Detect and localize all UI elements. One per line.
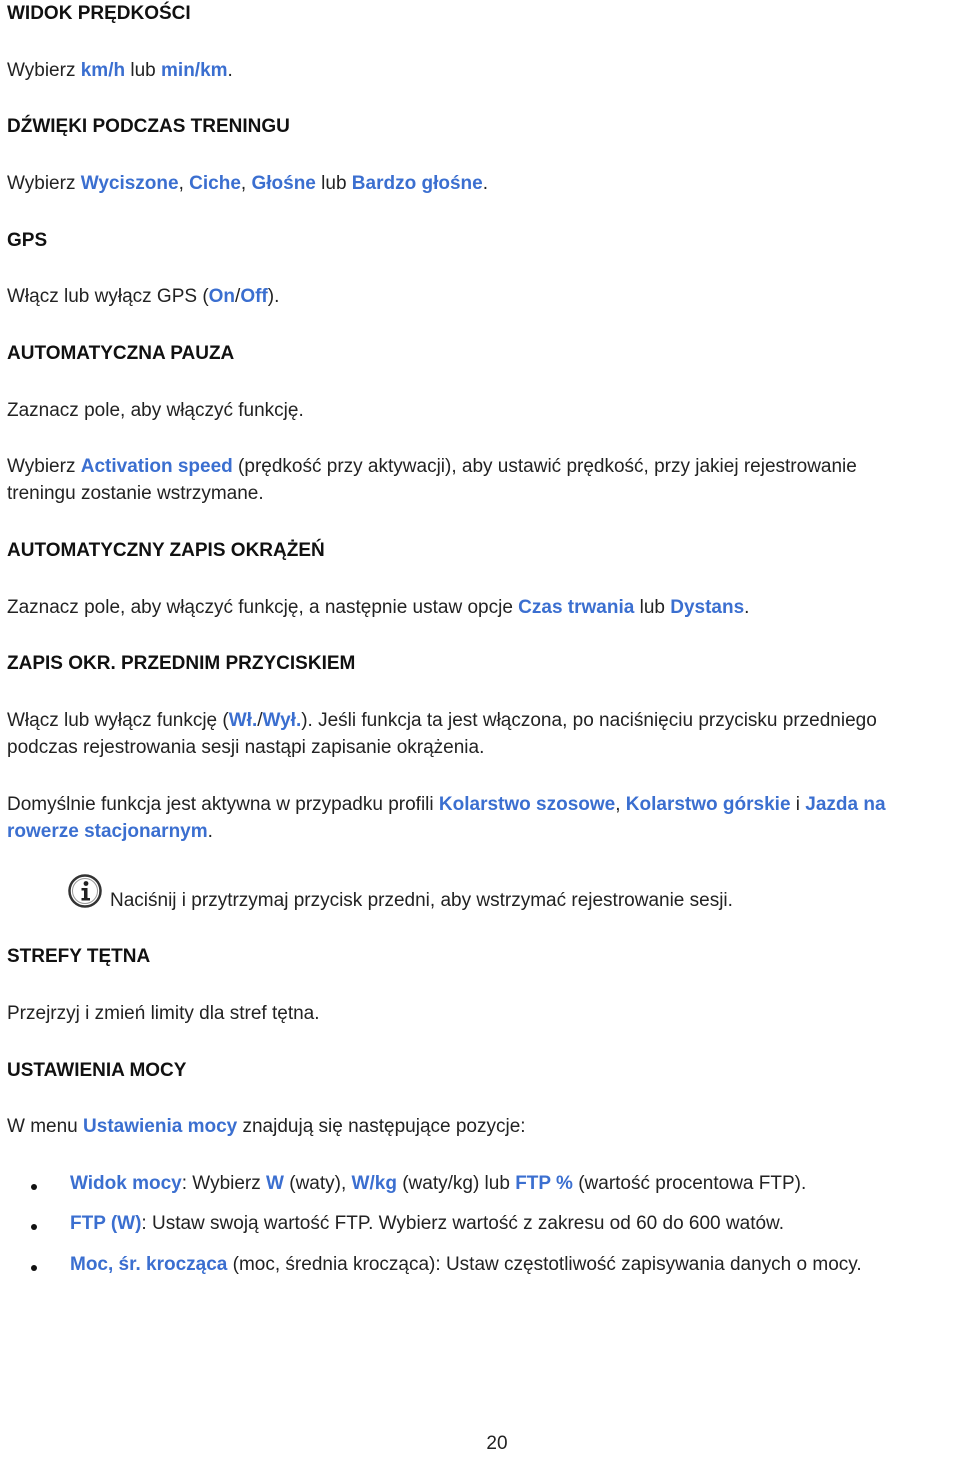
bullet-icon — [31, 1265, 37, 1271]
option-power-settings: Ustawienia mocy — [83, 1116, 238, 1137]
bullet-icon — [31, 1184, 37, 1190]
option-on: On — [208, 286, 236, 307]
page-number: 20 — [486, 1433, 508, 1454]
list-item-power-view — [70, 1170, 806, 1197]
text: ). — [267, 286, 280, 307]
text: . — [482, 173, 488, 194]
text: : Wybierz — [181, 1173, 267, 1194]
heading-sounds: DŹWIĘKI PODCZAS TRENINGU — [7, 116, 290, 137]
option-duration: Czas trwania — [518, 597, 635, 618]
text: Wybierz — [7, 173, 81, 194]
option-ftp-w: FTP (W) — [70, 1213, 142, 1234]
text: / — [257, 710, 263, 731]
option-muted: Wyciszone — [80, 173, 179, 194]
profile-indoor-cycling: Jazda na — [805, 794, 886, 815]
text: / — [235, 286, 241, 307]
list-item-ftp — [70, 1210, 784, 1237]
text: (wartość procentowa FTP). — [572, 1173, 807, 1194]
text: Wybierz — [7, 60, 81, 81]
text: . — [227, 60, 233, 81]
auto-pause-text-2-cont: treningu zostanie wstrzymane. — [7, 483, 264, 504]
info-icon — [67, 873, 103, 909]
option-off: Off — [240, 286, 268, 307]
profile-indoor-cycling-cont: rowerze stacjonarnym — [7, 821, 208, 842]
option-moving-average: Moc, śr. krocząca — [70, 1254, 228, 1275]
note-text: Naciśnij i przytrzymaj przycisk przedni, aby wstrzymać rejestrowanie sesji. — [110, 890, 733, 911]
text: , — [240, 173, 252, 194]
text: (waty), — [283, 1173, 352, 1194]
option-w: W — [266, 1173, 284, 1194]
list-item-moving-average — [70, 1251, 862, 1278]
heading-auto-lap: AUTOMATYCZNY ZAPIS OKRĄŻEŃ — [7, 540, 325, 561]
text: Włącz lub wyłącz GPS ( — [7, 286, 209, 307]
text: , — [615, 794, 626, 815]
text: lub — [315, 173, 352, 194]
heading-front-button-lap: ZAPIS OKR. PRZEDNIM PRZYCISKIEM — [7, 653, 356, 674]
text: Zaznacz pole, aby włączyć funkcję, a następnie ustaw opcje — [7, 597, 519, 618]
auto-pause-text-1: Zaznacz pole, aby włączyć funkcję. — [7, 400, 304, 421]
text: lub — [125, 60, 162, 81]
gps-text — [7, 283, 279, 310]
heading-gps: GPS — [7, 230, 48, 251]
profile-road-cycling: Kolarstwo szosowe — [438, 794, 616, 815]
sounds-text — [7, 170, 488, 197]
text: ). Jeśli funkcja ta jest włączona, po naciśnięciu przycisku przedniego — [301, 710, 877, 731]
hr-zones-text: Przejrzyj i zmień limity dla stref tętna. — [7, 1003, 320, 1024]
front-button-lap-text-2: podczas rejestrowania sesji nastąpi zapisanie okrążenia. — [7, 737, 485, 758]
front-button-lap-text-1 — [7, 707, 877, 734]
bullet-icon — [31, 1224, 37, 1230]
text: i — [790, 794, 806, 815]
text: (prędkość przy aktywacji), aby ustawić prędkość, przy jakiej rejestrowanie — [232, 456, 857, 477]
text: (moc, średnia krocząca): Ustaw częstotliwość zapisywania danych o mocy. — [227, 1254, 862, 1275]
option-kmh: km/h — [80, 60, 126, 81]
heading-auto-pause: AUTOMATYCZNA PAUZA — [7, 343, 235, 364]
heading-power-settings: USTAWIENIA MOCY — [7, 1060, 187, 1081]
speed-view-text — [7, 57, 233, 84]
text: : Ustaw swoją wartość FTP. Wybierz wartość z zakresu od 60 do 600 watów. — [141, 1213, 784, 1234]
option-loud: Głośne — [251, 173, 316, 194]
option-power-view: Widok mocy — [70, 1173, 182, 1194]
text: (waty/kg) lub — [396, 1173, 516, 1194]
heading-hr-zones: STREFY TĘTNA — [7, 946, 151, 967]
option-off: Wył. — [262, 710, 302, 731]
text: Wybierz — [7, 456, 81, 477]
text: . — [744, 597, 750, 618]
auto-lap-text — [7, 594, 749, 621]
option-minkm: min/km — [161, 60, 228, 81]
option-on: Wł. — [228, 710, 258, 731]
heading-speed-view: WIDOK PRĘDKOŚCI — [7, 3, 191, 24]
option-ftp-percent: FTP % — [515, 1173, 573, 1194]
text: W menu — [7, 1116, 84, 1137]
text: Włącz lub wyłącz funkcję ( — [7, 710, 229, 731]
option-quiet: Ciche — [189, 173, 241, 194]
text: Domyślnie funkcja jest aktywna w przypadku profili — [7, 794, 439, 815]
option-activation-speed: Activation speed — [80, 456, 233, 477]
option-distance: Dystans — [670, 597, 745, 618]
text: lub — [634, 597, 671, 618]
default-profiles-line-2 — [7, 818, 213, 845]
power-settings-text — [7, 1113, 526, 1140]
text: , — [178, 173, 190, 194]
auto-pause-text-2 — [7, 453, 857, 480]
default-profiles-line-1 — [7, 791, 886, 818]
profile-mountain-biking: Kolarstwo górskie — [625, 794, 791, 815]
text: . — [207, 821, 213, 842]
text: znajdują się następujące pozycje: — [237, 1116, 526, 1137]
option-very-loud: Bardzo głośne — [351, 173, 483, 194]
option-wkg: W/kg — [351, 1173, 397, 1194]
